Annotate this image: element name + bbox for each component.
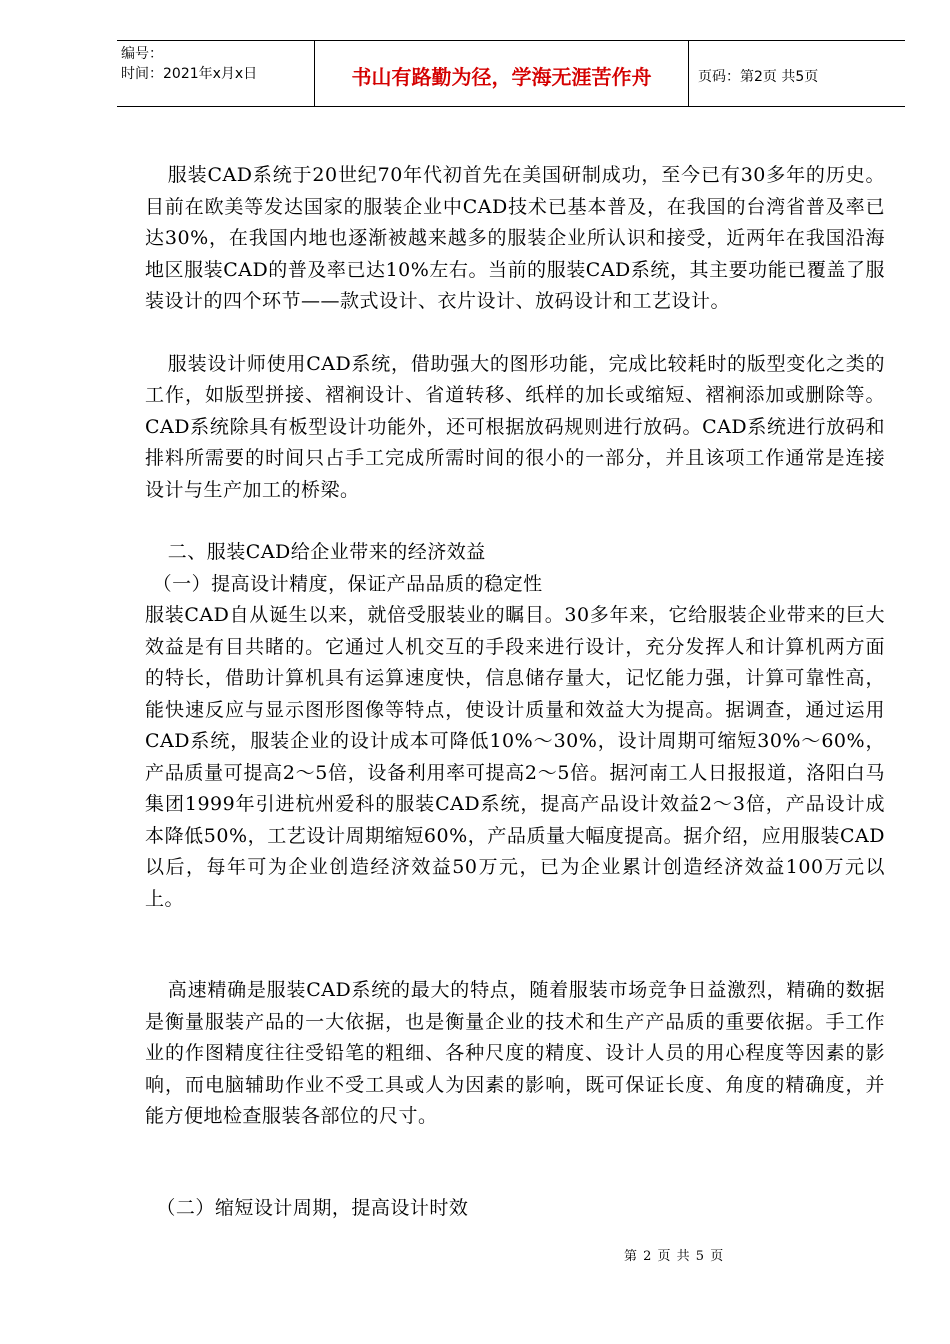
document-time-label: 时间：2021年x月x日 [121, 66, 258, 82]
paragraph-cad-history: 服装CAD系统于20世纪70年代初首先在美国研制成功，至今已有30多年的历史。目前在欧美等发达国家的服装企业中CAD技术已基本普及，在我国的台湾省普及率已达30%，在我国内地也逐渐被越来越多的服装企业所认识和接受，近两年在我国沿海地区服装CAD的普及率已达10%左右。当前的服装CAD系统，其主要功能已覆盖了服装设计的四个环节——款式设计、衣片设计、放码设计和工艺设计。 [145, 164, 885, 312]
header-motto: 书山有路勤为径，学海无涯苦作舟 [315, 41, 689, 106]
paragraph-spacer [145, 318, 885, 349]
document-body [145, 160, 885, 1224]
paragraph-spacer [145, 915, 885, 975]
subsection-heading-2: （二）缩短设计周期，提高设计时效 [156, 1196, 469, 1219]
page-footer: 第 2 页 共 5 页 [624, 1249, 725, 1264]
document-code-label: 编号： [121, 46, 163, 62]
paragraph-economic-benefits: 服装CAD自从诞生以来，就倍受服装业的瞩目。30多年来，它给服装企业带来的巨大效益是有目共睹的。它通过人机交互的手段来进行设计，充分发挥人和计算机两方面的特长，借助计算机具有运算速度快，信息储存量大，记忆能力强，计算可靠性高，能快速反应与显示图形图像等特点，使设计质量和效益大为提高。据调查，通过运用CAD系统，服装企业的设计成本可降低10%～30%，设计周期可缩短30%～60%，产品质量可提高2～5倍，设备利用率可提高2～5倍。据河南工人日报报道，洛阳白马集团1999年引进杭州爱科的服装CAD系统，提高产品设计效益2～3倍，产品设计成本降低50%，工艺设计周期缩短60%，产品质量大幅度提高。据介绍，应用服装CAD以后，每年可为企业创造经济效益50万元，已为企业累计创造经济效益100万元以上。 [145, 604, 885, 910]
page-header [117, 40, 905, 107]
paragraph-cad-usage: 服装设计师使用CAD系统，借助强大的图形功能，完成比较耗时的版型变化之类的工作，如版型拼接、褶裥设计、省道转移、纸样的加长或缩短、褶裥添加或删除等。CAD系统除具有板型设计功能外，还可根据放码规则进行放码。CAD系统进行放码和排料所需要的时间只占手工完成所需时间的很小的一部分，并且该项工作通常是连接设计与生产加工的桥梁。 [145, 352, 885, 501]
section-heading: 二、服装CAD给企业带来的经济效益 [167, 541, 486, 563]
paragraph-spacer [145, 1133, 885, 1193]
subsection-heading-1: （一）提高设计精度，保证产品品质的稳定性 [152, 572, 543, 595]
header-page-indicator: 页码：第2页 共5页 [698, 68, 819, 85]
header-meta-cell [117, 41, 315, 106]
paragraph-spacer [145, 506, 885, 537]
paragraph-precision: 高速精确是服装CAD系统的最大的特点，随着服装市场竞争日益激烈，精确的数据是衡量服装产品的一大依据，也是衡量企业的技术和生产产品质的重要依据。手工作业的作图精度往往受铅笔的粗细、各种尺度的精度、设计人员的用心程度等因素的影响，而电脑辅助作业不受工具或人为因素的影响，既可保证长度、角度的精确度，并能方便地检查服装各部位的尺寸。 [145, 979, 885, 1127]
